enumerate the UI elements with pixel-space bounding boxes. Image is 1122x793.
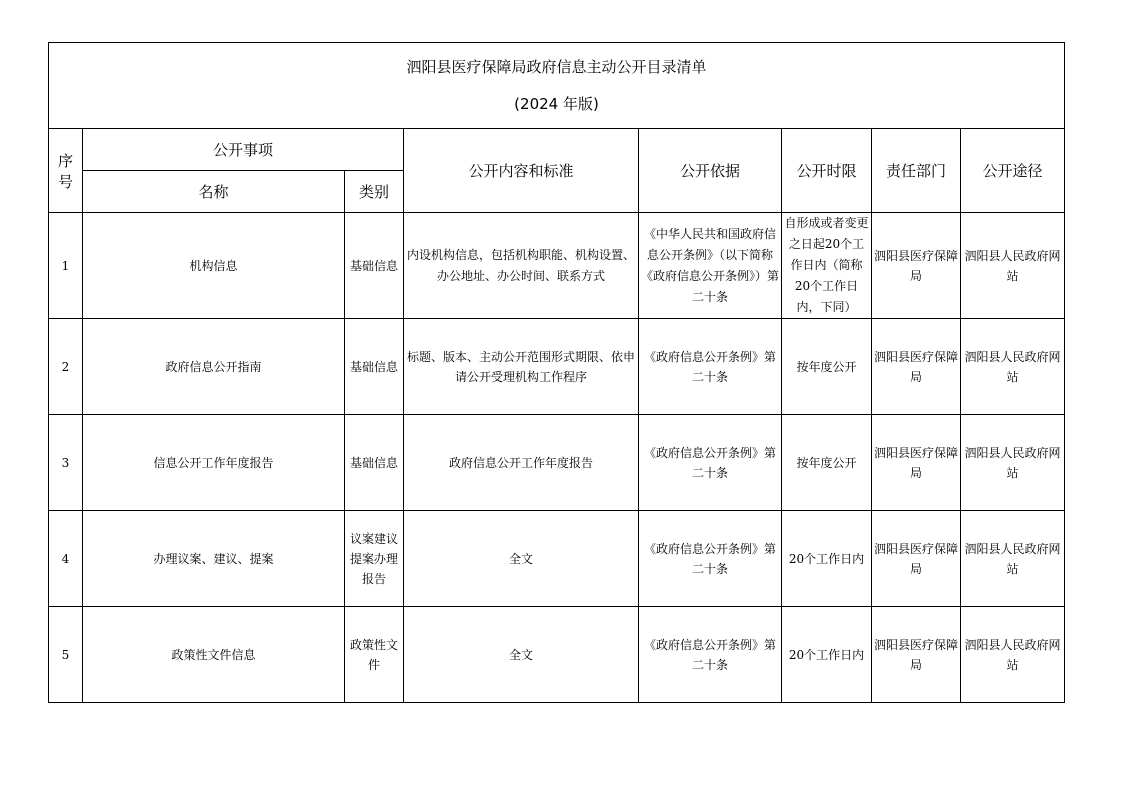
cell-content: 内设机构信息，包括机构职能、机构设置、办公地址、办公时间、联系方式 [404,213,639,319]
cell-content: 政府信息公开工作年度报告 [404,415,639,511]
cell-time-limit: 自形成或者变更之日起20个工作日内（简称20个工作日内，下同） [782,213,872,319]
cell-department: 泗阳县医疗保障局 [872,213,961,319]
cell-channel: 泗阳县人民政府网站 [961,511,1065,607]
table-title-cell [49,43,1065,129]
cell-name: 信息公开工作年度报告 [83,415,345,511]
cell-channel: 泗阳县人民政府网站 [961,607,1065,703]
cell-name: 机构信息 [83,213,345,319]
cell-seq: 1 [49,213,83,319]
cell-content: 全文 [404,607,639,703]
cell-time-limit: 按年度公开 [782,415,872,511]
cell-department: 泗阳县医疗保障局 [872,319,961,415]
header-seq: 序号 [49,129,83,213]
cell-seq: 2 [49,319,83,415]
cell-department: 泗阳县医疗保障局 [872,607,961,703]
header-time-limit: 公开时限 [782,129,872,213]
page-title: 泗阳县医疗保障局政府信息主动公开目录清单 [406,57,707,76]
page-title-year: (2024 年版) [514,94,599,113]
cell-department: 泗阳县医疗保障局 [872,415,961,511]
cell-time-limit: 按年度公开 [782,319,872,415]
table-title-row [49,43,1065,129]
table-row [49,511,1065,607]
cell-channel: 泗阳县人民政府网站 [961,213,1065,319]
table-row [49,415,1065,511]
cell-content: 标题、版本、主动公开范围形式期限、依申请公开受理机构工作程序 [404,319,639,415]
cell-basis: 《政府信息公开条例》第二十条 [639,319,782,415]
header-row-top [49,129,1065,171]
cell-time-limit: 20个工作日内 [782,607,872,703]
header-category: 类别 [345,171,404,213]
cell-channel: 泗阳县人民政府网站 [961,415,1065,511]
header-channel: 公开途径 [961,129,1065,213]
table-row [49,213,1065,319]
cell-content: 全文 [404,511,639,607]
cell-category: 基础信息 [345,415,404,511]
cell-category: 基础信息 [345,213,404,319]
cell-category: 政策性文件 [345,607,404,703]
cell-seq: 3 [49,415,83,511]
table-row [49,319,1065,415]
cell-name: 办理议案、建议、提案 [83,511,345,607]
cell-name: 政府信息公开指南 [83,319,345,415]
table-row [49,607,1065,703]
header-department: 责任部门 [872,129,961,213]
cell-seq: 4 [49,511,83,607]
cell-basis: 《政府信息公开条例》第二十条 [639,607,782,703]
cell-department: 泗阳县医疗保障局 [872,511,961,607]
header-basis: 公开依据 [639,129,782,213]
header-content: 公开内容和标准 [404,129,639,213]
cell-channel: 泗阳县人民政府网站 [961,319,1065,415]
cell-basis: 《政府信息公开条例》第二十条 [639,511,782,607]
cell-seq: 5 [49,607,83,703]
cell-category: 基础信息 [345,319,404,415]
cell-time-limit: 20个工作日内 [782,511,872,607]
header-item-group: 公开事项 [83,129,404,171]
header-name: 名称 [83,171,345,213]
disclosure-catalog-table [48,42,1065,703]
cell-basis: 《政府信息公开条例》第二十条 [639,415,782,511]
cell-name: 政策性文件信息 [83,607,345,703]
cell-category: 议案建议提案办理报告 [345,511,404,607]
cell-basis: 《中华人民共和国政府信息公开条例》（以下简称《政府信息公开条例》）第二十条 [639,213,782,319]
